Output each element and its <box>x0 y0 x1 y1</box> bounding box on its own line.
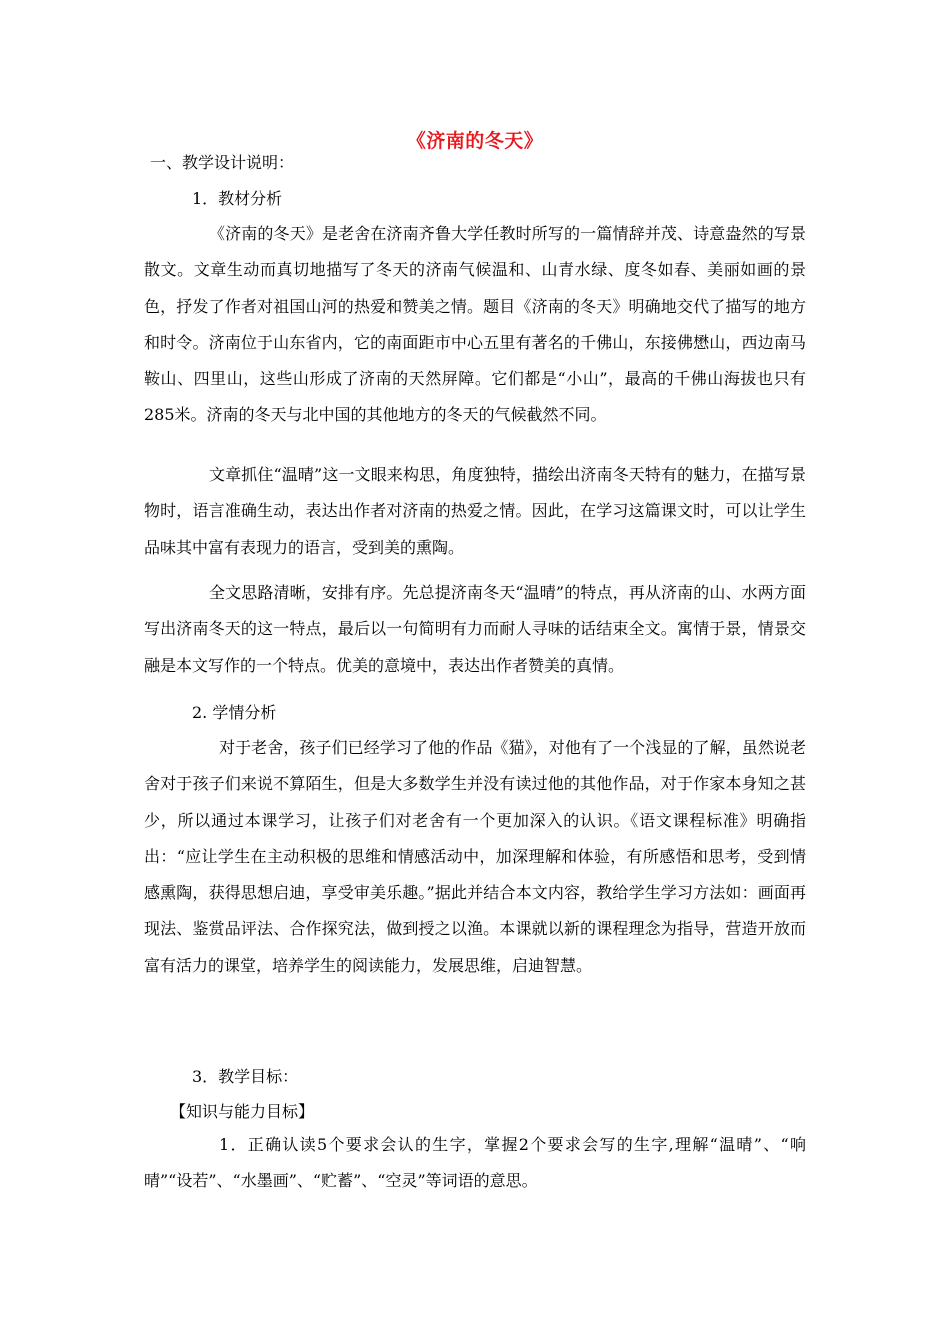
paragraph-structure: 全文思路清晰，安排有序。先总提济南冬天“温晴”的特点，再从济南的山、水两方面写出济南冬天的这一特点，最后以一句简明有力而耐人寻味的话结束全文。寓情于景，情景交融是本文写作的一个特点。优美的意境中，表达出作者赞美的真情。 <box>144 583 806 675</box>
goal-item-1: 1．正确认读5个要求会认的生字，掌握2个要求会写的生字,理解“温晴”、“响晴”“设若”、“水墨画”、“贮蓄”、“空灵”等词语的意思。 <box>144 1135 806 1191</box>
paragraph-textbook-intro: 《济南的冬天》是老舍在济南齐鲁大学任教时所写的一篇情辞并茂、诗意盎然的写景散文。文章生动而真切地描写了冬天的济南气候温和、山青水绿、度冬如春、美丽如画的景色，抒发了作者对祖国山河的热爱和赞美之情。题目《济南的冬天》明确地交代了描写的地方和时令。济南位于山东省内，它的南面距市中心五里有著名的千佛山，东接佛懋山，西边南马鞍山、四里山，这些山形成了济南的天然屏障。它们都是“小山”，最高的千佛山海拔也只有285米。济南的冬天与北中国的其他地方的冬天的气候截然不同。 <box>144 224 806 425</box>
heading-knowledge-ability-goals: 【知识与能力目标】 <box>170 1102 315 1121</box>
subheading-student-analysis: 2. 学情分析 <box>192 703 277 722</box>
document-title: 《济南的冬天》 <box>406 130 544 152</box>
subheading-textbook-analysis: 1．教材分析 <box>192 189 283 208</box>
section-heading-teaching-design: 一、教学设计说明： <box>150 153 295 172</box>
paragraph-student-analysis: 对于老舍，孩子们已经学习了他的作品《猫》，对他有了一个浅显的了解，虽然说老舍对于孩子们来说不算陌生，但是大多数学生并没有读过他的其他作品，对于作家本身知之甚少，所以通过本课学习，让孩子们对老舍有一个更加深入的认识。《语文课程标准》明确指出：“应让学生在主动积极的思维和情感活动中，加深理解和体验，有所感悟和思考，受到情感熏陶，获得思想启迪，享受审美乐趣。”据此并结合本文内容，教给学生学习方法如：画面再现法、鉴赏品评法、合作探究法，做到授之以渔。本课就以新的课程理念为指导，营造开放而富有活力的课堂，培养学生的阅读能力，发展思维，启迪智慧。 <box>144 738 806 975</box>
paragraph-wenqing-focus: 文章抓住“温晴”这一文眼来构思，角度独特，描绘出济南冬天特有的魅力，在描写景物时，语言准确生动，表达出作者对济南的热爱之情。因此，在学习这篇课文时，可以让学生品味其中富有表现力的语言，受到美的熏陶。 <box>144 465 806 557</box>
subheading-teaching-goals: 3．教学目标： <box>192 1067 299 1086</box>
